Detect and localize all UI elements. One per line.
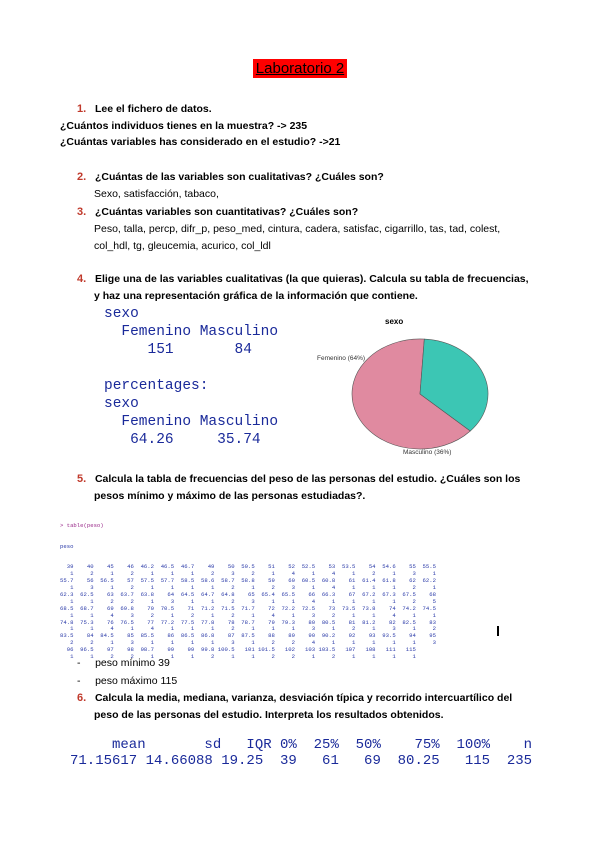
freq-pcts: 64.26 35.74 xyxy=(104,432,261,448)
question-6-line-2: peso de las personas del estudio. Interpreta los resultados obtenidos. xyxy=(94,709,444,721)
table-row: 2 2 1 3 1 1 1 1 3 1 2 2 4 1 1 1 1 1 3 xyxy=(60,639,436,647)
pie-title: sexo xyxy=(385,317,404,326)
table-row: 62.3 62.5 63 63.7 63.8 64 64.5 64.7 64.8 65 65.4 65.5 66 66.3 67 67.2 67.3 67.5 68 xyxy=(60,590,436,598)
freq-header: Femenino Masculino xyxy=(121,324,279,340)
stats-values: 71.15617 14.66088 19.25 39 61 69 80.25 115 235 xyxy=(70,753,533,769)
table-row: 1 1 2 2 1 3 1 1 2 3 1 1 4 1 1 1 1 2 5 xyxy=(60,597,436,605)
bullet-max: - peso máximo 115 xyxy=(77,675,178,687)
table-row: 1 2 1 2 1 1 1 2 3 2 1 4 1 4 1 2 1 3 1 xyxy=(60,570,436,578)
table-row: 39 40 45 46 46.2 46.5 46.7 49 50 50.5 51 52 52.5 53 53.5 54 54.6 55 55.5 xyxy=(60,563,436,571)
table-var: peso xyxy=(60,542,74,550)
question-4: 4. Elige una de las variables cualitativas (la que quieras). Calcula su tabla de frecuencias, xyxy=(77,273,529,285)
answer-3-line-2: col_hdl, tg, gleucemia, acurico, col_ldl xyxy=(94,240,271,252)
freq-var-2: sexo xyxy=(104,396,139,412)
table-row: 96 96.5 97 98 98.7 99 99 99.8 100.5 101 101.5 102 103 103.5 107 108 111 115 xyxy=(60,646,416,654)
question-6: 6. Calcula la media, mediana, varianza, desviación típica y recorrido intercuartílico del xyxy=(77,692,513,704)
answer-3-line-1: Peso, talla, percp, difr_p, peso_med, cintura, cadera, satisfac, cigarrillo, tas, tad, colest, xyxy=(94,223,501,235)
table-row: 1 1 4 3 2 1 2 1 2 1 4 1 3 2 1 1 4 1 1 xyxy=(60,611,436,619)
question-1: 1. Lee el fichero de datos. xyxy=(77,103,212,115)
freq-counts: 151 84 xyxy=(104,342,252,358)
table-row: 68.5 68.7 69 69.8 70 70.5 71 71.2 71.5 71.7 72 72.2 72.5 73 73.5 73.8 74 74.2 74.5 xyxy=(60,604,436,612)
text-cursor xyxy=(497,626,499,636)
stats-header: mean sd IQR 0% 25% 50% 75% 100% n xyxy=(70,737,533,753)
question-5-line-2: pesos mínimo y máximo de las personas estudiadas?. xyxy=(94,490,366,502)
pie-chart xyxy=(315,312,500,460)
freq-header-2: Femenino Masculino xyxy=(121,414,279,430)
freq-var: sexo xyxy=(104,306,139,322)
question-5: 5. Calcula la tabla de frecuencias del peso de las personas del estudio. ¿Cuáles son los xyxy=(77,473,521,485)
table-row: 1 1 4 1 4 1 1 1 2 1 1 1 3 1 2 1 3 1 2 xyxy=(60,625,436,633)
table-row: 55.7 56 56.5 57 57.5 57.7 58.5 58.6 58.7 58.8 59 60 60.5 60.8 61 61.4 61.8 62 62.2 xyxy=(60,577,436,585)
answer-1-line-1: ¿Cuántos individuos tienes en la muestra? -> 235 xyxy=(60,120,308,132)
bullet-min: - peso mínimo 39 xyxy=(77,657,170,669)
pie-label-masculino: Masculino (36%) xyxy=(403,449,452,456)
page-title: Laboratorio 2 xyxy=(0,60,600,78)
table-command: > table(peso) xyxy=(60,521,104,529)
table-row: 1 1 2 2 1 1 1 2 1 1 2 2 1 2 1 1 1 1 xyxy=(60,653,416,661)
question-4-line-2: y haz una representación gráfica de la información que contiene. xyxy=(94,290,418,302)
peso-frequency-table xyxy=(60,509,528,661)
pie-label-femenino: Femenino (64%) xyxy=(317,355,366,362)
question-2: 2. ¿Cuántas de las variables son cualitativas? ¿Cuáles son? xyxy=(77,171,384,183)
answer-2: Sexo, satisfacción, tabaco, xyxy=(94,188,219,200)
answer-1-line-2: ¿Cuántas variables has considerado en el estudio? ->21 xyxy=(60,136,341,148)
table-row: 74.8 75.3 76 76.5 77 77.2 77.5 77.8 78 78.7 79 79.3 80 80.5 81 81.2 82 82.5 83 xyxy=(60,618,436,626)
freq-pct-label: percentages: xyxy=(104,378,209,394)
question-3: 3. ¿Cuántas variables son cuantitativas? ¿Cuáles son? xyxy=(77,206,359,218)
table-row: 1 3 1 2 1 1 1 1 2 1 2 3 1 4 1 1 1 2 1 xyxy=(60,583,436,591)
table-row: 83.5 84 84.5 85 85.5 86 86.5 86.8 87 87.5 88 89 90 90.2 92 93 93.5 94 95 xyxy=(60,632,436,640)
